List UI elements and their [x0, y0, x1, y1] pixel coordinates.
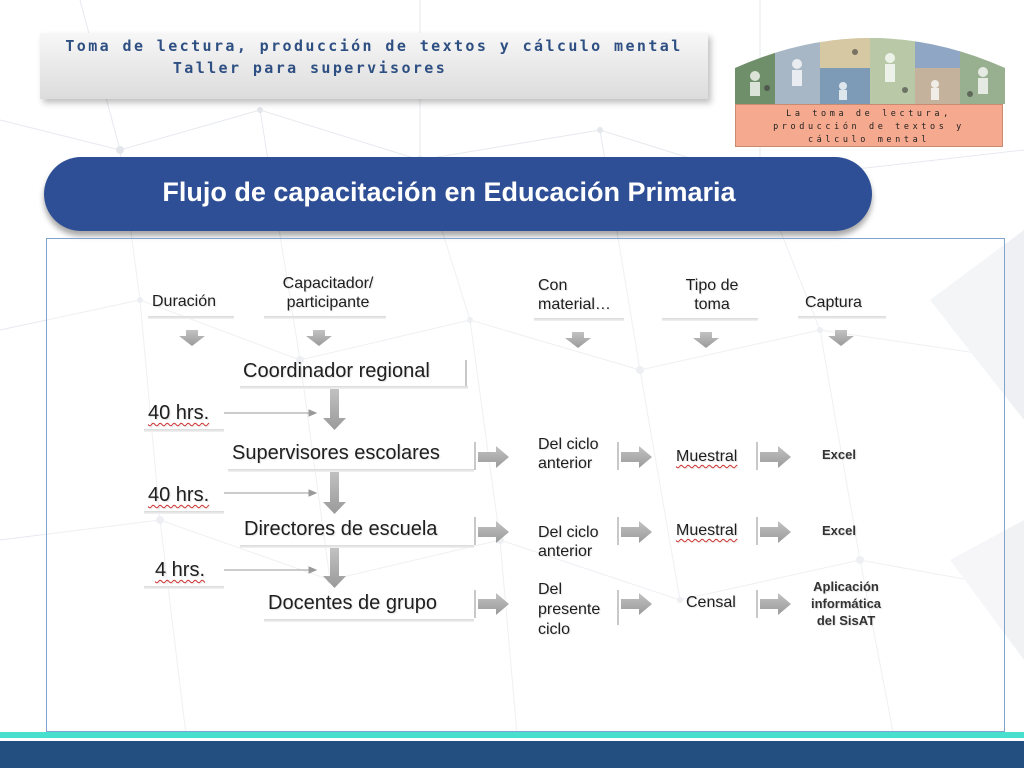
footer-band — [0, 741, 1024, 768]
column-header-captura: Captura — [805, 294, 862, 311]
right-arrow-supervisores-tipo — [621, 446, 652, 468]
level-docentes-de-grupo: Docentes de grupo — [268, 592, 438, 614]
right-arrow-docentes-tipo — [621, 593, 652, 615]
caption-line-3: cálculo mental — [807, 135, 931, 145]
down-arrow-duracion — [179, 330, 205, 346]
flow-arrow-supervisores-directores — [323, 470, 346, 514]
level-coordinador-regional: Coordinador regional — [243, 360, 430, 382]
right-arrow-supervisores-material — [478, 446, 509, 468]
tipo-supervisores: Muestral — [676, 448, 738, 465]
flow-arrow-directores-docentes — [323, 548, 346, 588]
right-arrow-docentes-captura — [760, 593, 791, 615]
right-arrow-directores-material — [478, 521, 509, 543]
duration-label-3: 4 hrs. — [155, 559, 206, 581]
level-directores-de-escuela: Directores de escuela — [244, 518, 438, 540]
down-arrow-captura — [828, 330, 854, 346]
tipo-directores: Muestral — [676, 522, 738, 539]
slide-title: Flujo de capacitación en Educación Primaria — [162, 177, 736, 207]
captura-docentes: Aplicación informática del SisAT — [810, 579, 882, 628]
material-docentes: Del presente ciclo — [538, 581, 601, 638]
column-header-capacitador: Capacitador/ participante — [282, 275, 374, 311]
material-directores: Del ciclo anterior — [538, 524, 599, 560]
caption-line-2: producción de textos y — [773, 122, 965, 132]
duration-label-1: 40 hrs. — [148, 402, 210, 424]
down-arrow-capacitador — [306, 330, 332, 346]
right-arrow-docentes-material — [478, 593, 509, 615]
right-arrow-directores-tipo — [621, 521, 652, 543]
column-header-material: Con material… — [538, 277, 611, 313]
captura-directores: Excel — [822, 523, 856, 538]
captura-supervisores: Excel — [822, 447, 856, 462]
caption-line-1: La toma de lectura, — [786, 109, 952, 119]
down-arrow-tipo — [693, 332, 719, 348]
material-supervisores: Del ciclo anterior — [538, 436, 599, 472]
flow-arrow-coordinador-supervisores — [323, 388, 346, 430]
header-title: Toma de lectura, producción de textos y cálculo mental — [65, 37, 683, 55]
right-arrow-supervisores-captura — [760, 446, 791, 468]
level-supervisores-escolares: Supervisores escolares — [232, 442, 440, 464]
column-header-duracion: Duración — [152, 293, 217, 310]
tipo-docentes: Censal — [686, 594, 736, 611]
duration-label-2: 40 hrs. — [148, 484, 210, 506]
header-subtitle: Taller para supervisores — [172, 59, 448, 77]
right-arrow-directores-captura — [760, 521, 791, 543]
down-arrow-material — [565, 332, 591, 348]
column-header-tipo: Tipo de toma — [685, 277, 739, 313]
